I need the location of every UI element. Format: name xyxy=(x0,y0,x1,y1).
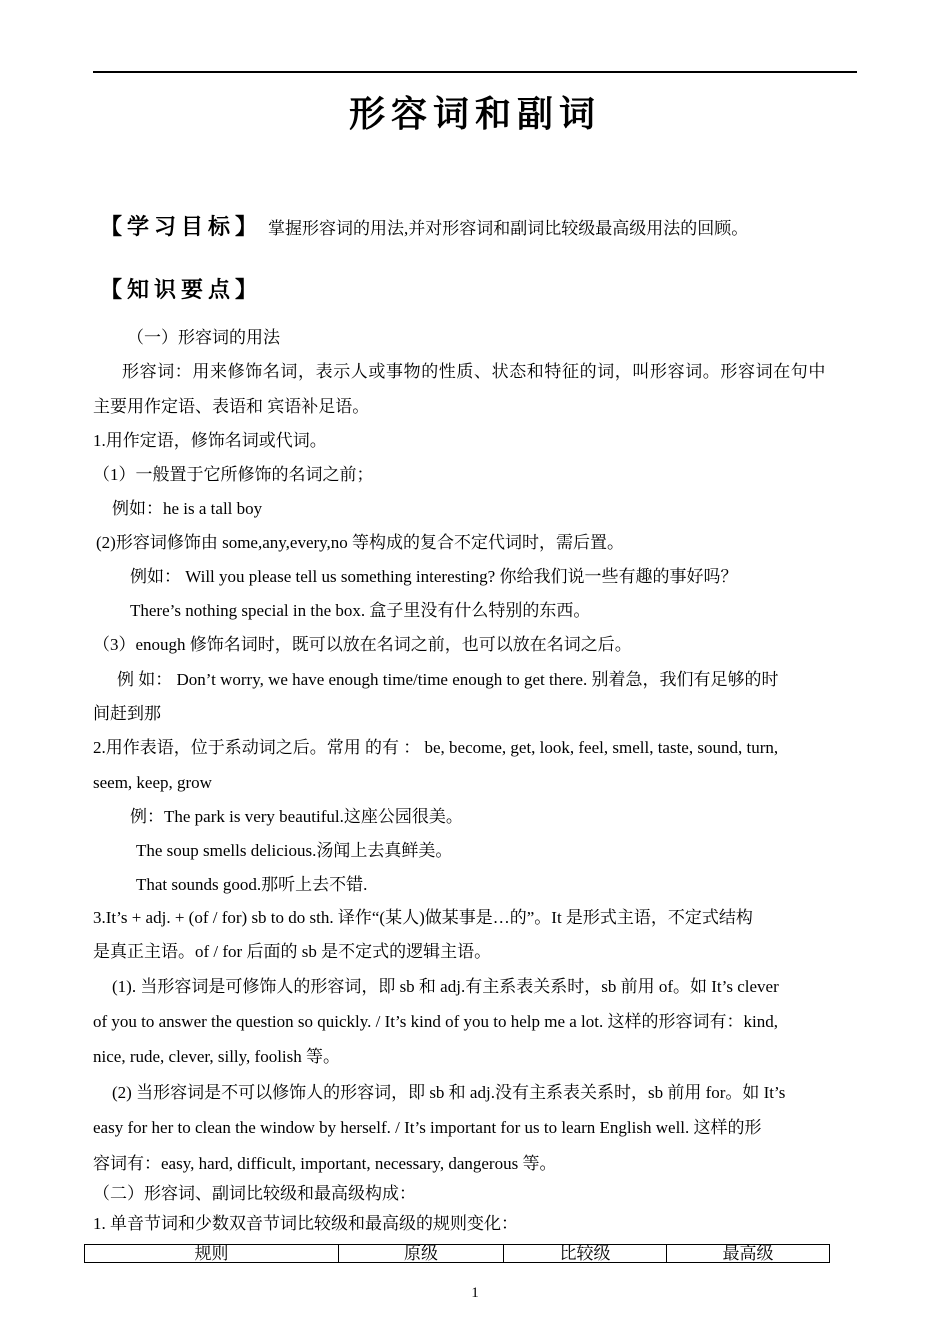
table-header-cell: 最高级 xyxy=(722,1244,774,1263)
goal-heading: 【学习目标】 xyxy=(100,214,263,240)
table-header-cell: 规则 xyxy=(85,1245,339,1262)
paragraph-line: （1）一般置于它所修饰的名词之前； xyxy=(93,465,374,484)
goal-text: 掌握形容词的用法,并对形容词和副词比较级最高级用法的回顾。 xyxy=(268,219,749,238)
page-number: 1 xyxy=(471,1285,479,1301)
paragraph-line: 间赶到那 xyxy=(93,704,161,723)
paragraph-line: easy for her to clean the window by herself. / It’s important for us to learn English well. 这样的形 xyxy=(93,1118,762,1137)
paragraph-line: 1.用作定语，修饰名词或代词。 xyxy=(93,431,327,450)
example-line: There’s nothing special in the box. 盒子里没有什么特别的东西。 xyxy=(130,601,591,620)
paragraph-line: seem, keep, grow xyxy=(93,773,212,792)
paragraph-line: （3）enough 修饰名词时，既可以放在名词之前，也可以放在名词之后。 xyxy=(93,635,632,654)
example-line: 例如：he is a tall boy xyxy=(112,499,263,518)
paragraph-line: nice, rude, clever, silly, foolish 等。 xyxy=(93,1047,341,1066)
page-title: 形容词和副词 xyxy=(348,93,601,135)
paragraph-line: 容词有：easy, hard, difficult, important, necessary, dangerous 等。 xyxy=(93,1154,557,1173)
paragraph-line: 2.用作表语，位于系动词之后。常用 的有 ： be, become, get, look, feel, smell, taste, sound, turn, xyxy=(93,738,779,757)
comparison-table-header xyxy=(84,1244,830,1263)
section-two-heading: （二）形容词、副词比较级和最高级构成： xyxy=(93,1184,416,1203)
table-header-cell: 比较级 xyxy=(504,1245,667,1262)
paragraph-line: of you to answer the question so quickly. / It’s kind of you to help me a lot. 这样的形容词有：kind, xyxy=(93,1012,778,1031)
paragraph-line: 是真正主语。of / for 后面的 sb 是不定式的逻辑主语。 xyxy=(93,942,492,961)
paragraph-line: (2)形容词修饰由 some,any,every,no 等构成的复合不定代词时，需后置。 xyxy=(96,533,625,552)
example-line: 例如： Will you please tell us something interesting? 你给我们说一些有趣的事好吗？ xyxy=(130,567,738,586)
example-line: 例 如： Don’t worry, we have enough time/time enough to get there. 别着急，我们有足够的时 xyxy=(117,670,779,689)
paragraph-line: 主要用作定语、表语和 宾语补足语。 xyxy=(93,397,370,416)
example-line: That sounds good.那听上去不错. xyxy=(136,875,368,894)
points-heading: 【知识要点】 xyxy=(100,277,263,303)
paragraph-line: (2) 当形容词是不可以修饰人的形容词，即 sb 和 adj.没有主系表关系时，sb 前用 for。如 It’s xyxy=(112,1083,786,1102)
example-line: 例：The park is very beautiful.这座公园很美。 xyxy=(130,807,463,826)
top-rule xyxy=(93,71,857,73)
section-one-heading: （一）形容词的用法 xyxy=(127,328,280,347)
example-line: The soup smells delicious.汤闻上去真鲜美。 xyxy=(136,841,453,860)
table-header-cell: 原级 xyxy=(339,1245,504,1262)
paragraph-line: 形容词：用来修饰名词，表示人或事物的性质、状态和特征的词，叫形容词。形容词在句中 xyxy=(122,362,826,381)
paragraph-line: (1). 当形容词是可修饰人的形容词，即 sb 和 adj.有主系表关系时，sb 前用 of。如 It’s clever xyxy=(112,977,779,996)
paragraph-line: 1. 单音节词和少数双音节词比较级和最高级的规则变化： xyxy=(93,1214,518,1233)
paragraph-line: 3.It’s + adj. + (of / for) sb to do sth. 译作“(某人)做某事是…的”。It 是形式主语，不定式结构 xyxy=(93,908,753,927)
